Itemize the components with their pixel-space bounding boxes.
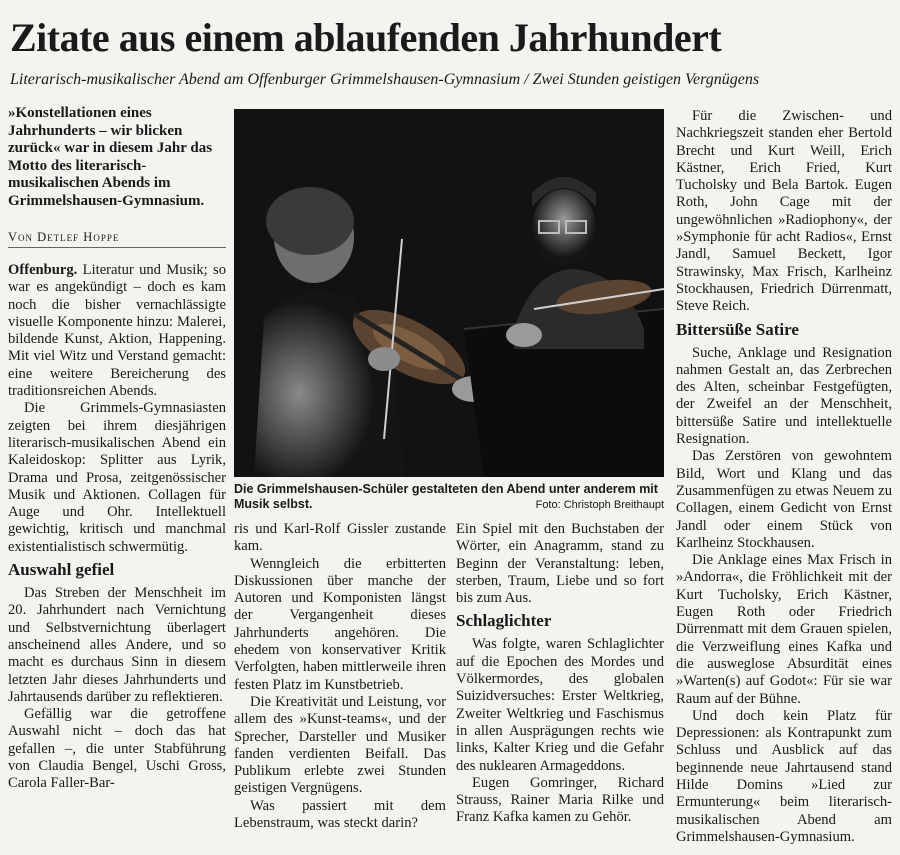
photo-credit: Foto: Christoph Breithaupt <box>535 499 664 511</box>
paragraph: Wenngleich die erbitterten Diskussionen über manche der Autoren und Komponisten längst der Vergangenheit dieses Jahrhunderts angehören. Die ehedem von konservativer Kritik Verfolgten, haben mittlerweile ihren festen Platz im Kunstbetrieb. <box>234 555 446 693</box>
paragraph-text: Literatur und Musik; so war es angekündigt – doch es kam noch die bisher vernachlässigte visuelle Komponente hinzu: Malerei, bildende Kunst, Aktion, Happening. Mit viel Witz und Verstand gemacht: eine weitere Bereicherung des traditionsreichen Abends. <box>8 262 226 400</box>
paragraph: Die Anklage eines Max Frisch in »Andorra«, die Fröhlichkeit mit der Kurt Tucholsky, Erich Kästner, Eugen Roth oder Friedrich Dürrenmatt mit dem Grauen spielen, die Verzweiflung eines Kafka und die ausweglose Absurdität eines »Warten(s) auf Godot«: Für sie war Raum auf der Bühne. <box>676 552 892 707</box>
lead-text: »Konstellationen eines Jahrhunderts – wir blicken zurück« war in diesem Jahr das Motto des literarisch-musikalischen Abends im Grimmelshausen-Gymnasium. <box>8 105 213 209</box>
section-heading: Auswahl gefiel <box>8 560 115 580</box>
article-column-3 <box>456 521 664 827</box>
concert-photo <box>234 109 664 477</box>
violin-students-illustration <box>234 109 664 477</box>
article-column-4 <box>676 108 892 846</box>
paragraph: ris und Karl-Rolf Gissler zustande kam. <box>234 521 446 555</box>
paragraph: Und doch kein Platz für Depressionen: als Kontrapunkt zum Schluss und Ausblick auf das beginnende neue Jahrtausend stand Hilde Domins »Lied zur Ermunterung« beim literarisch-musikalischen Abend am Grimmelshausen-Gymnasium. <box>676 707 892 845</box>
paragraph: Die Grimmels-Gymnasiasten zeigten bei ihrem diesjährigen literarisch-musikalischen Abend ein Kaleidoskop: Splitter aus Lyrik, Drama und Prosa, zeitgenössischer Musik und Aktionen. Collagen für Auge und Ohr. Intellektuell gewichtig, kritisch und manchmal existentialistisch schwermütig. <box>8 400 226 555</box>
subheadline: Literarisch-musikalischer Abend am Offenburger Grimmelshausen-Gymnasium / Zwei Stunden geistigen Vergnügens <box>10 71 760 88</box>
paragraph: Eugen Gomringer, Richard Strauss, Rainer Maria Rilke und Franz Kafka kamen zu Gehör. <box>456 774 664 826</box>
article-column-2 <box>234 521 446 832</box>
paragraph: Die Kreativität und Leistung, vor allem des »Kunst-teams«, und der Sprecher, Darsteller und Musiker fanden verdienten Beifall. Das Publikum erlebte zwei Stunden geistigen Vergnügens. <box>234 693 446 797</box>
paragraph: Das Streben der Menschheit im 20. Jahrhundert nach Vernichtung und Selbstvernichtung überlagert anscheinend alles Andere, und so macht es durchaus Sinn in diesem letzten Jahr dieses Jahrhunderts und Jahrtausends darüber zu reflektieren. <box>8 585 226 705</box>
section-heading: Bittersüße Satire <box>676 319 799 339</box>
paragraph: Gefällig war die getroffene Auswahl nicht – doch das hat gefallen –, die unter Stabführung von Claudia Bengel, Uschi Gross, Carola Faller-Bar- <box>8 706 226 792</box>
paragraph: Für die Zwischen- und Nachkriegszeit standen eher Bertold Brecht und Kurt Weill, Erich Kästner, Erich Fried, Kurt Tucholsky und Bela Bartok. Eugen Roth, John Cage mit der ungewöhnlichen »Radiophony«, der »Symphonie für acht Radios«, Ernst Jandl, Samuel Beckett, Igor Strawinsky, Max Frisch, Karlheinz Stockhausen, Friedrich Dürrenmatt, Steve Reich. <box>676 108 892 315</box>
paragraph: Ein Spiel mit den Buchstaben der Wörter, ein Anagramm, stand zu Beginn der Veranstaltung: leben, sterben, Traum, Liebe und so fort bis zum Aus. <box>456 521 664 607</box>
paragraph: Suche, Anklage und Resignation nahmen Gestalt an, das Zerbrechen des Alten, scheinbar Festgefügten, der Zweifel an der Menschheit, bittersüße Satire und intellektuelle Resignation. <box>676 344 892 448</box>
headline: Zitate aus einem ablaufenden Jahrhundert <box>10 15 722 60</box>
photo-caption: Die Grimmelshausen-Schüler gestalteten den Abend unter anderem mit Musik selbst. <box>234 482 658 511</box>
paragraph <box>8 262 226 400</box>
paragraph: Das Zerstören von gewohntem Bild, Wort und Klang und das Zusammenfügen zu etwas Neuem zu Collagen, einem Gedicht von Ernst Jandl oder einem Stück von Karlheinz Stockhausen. <box>676 448 892 551</box>
dateline-location: Offenburg. <box>8 262 78 278</box>
byline: Von Detlef Hoppe <box>8 230 226 248</box>
section-heading: Schlaglichter <box>456 611 552 631</box>
paragraph: Was passiert mit dem Lebenstraum, was steckt darin? <box>234 797 446 832</box>
article-column-1 <box>8 262 226 793</box>
paragraph: Was folgte, waren Schlaglichter auf die Epochen des Mordes und Völkermordes, des globalen Suizidversuches: Erster Weltkrieg, Zweiter Weltkrieg und Faschismus in allen Ausprägungen rechts wie links, Kalter Krieg und die Gefahr des nuklearen Armageddons. <box>456 636 664 774</box>
